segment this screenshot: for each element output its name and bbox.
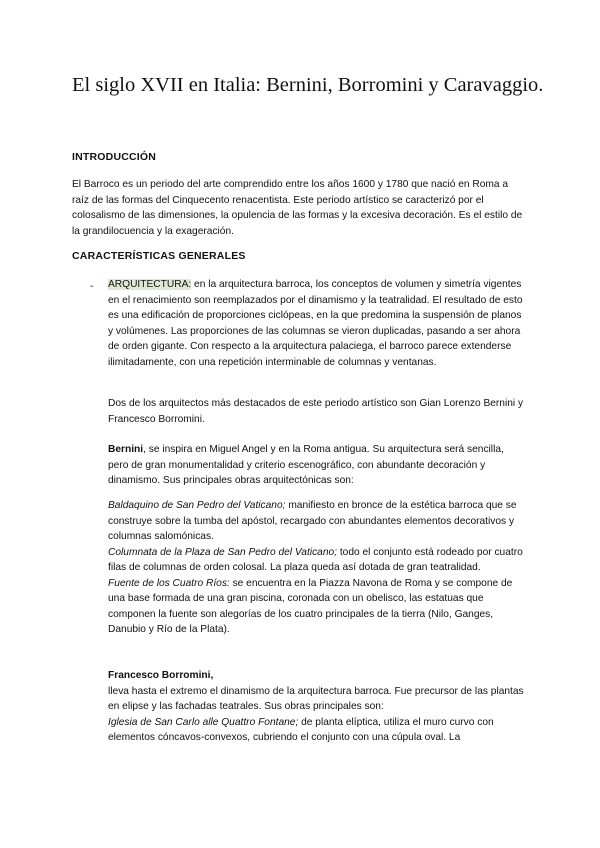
intro-paragraph: El Barroco es un periodo del arte comprendido entre los años 1600 y 1780 que nació en Roma a raíz de las formas del Cinquecento renacentista. Este periodo artístico se caracterizó por el colosalismo de las dimensiones, la opulencia de las formas y la excesiva decoración. Es el estilo de la grandilocuencia y la exageración. [72,179,523,237]
work-title-fuente: Fuente de los Cuatro Ríos: [108,577,230,589]
work-title-san-carlo: Iglesia de San Carlo alle Quattro Fontane; [108,716,299,728]
arquitectura-paragraph [108,277,526,370]
work-desc-baldaquino: manifiesto en bronce de la estética barroca que se construye sobre la tumba del apóstol, recargado con abundantes elementos decorativos y columnas salomónicas. [108,500,517,542]
work-desc-columnata: todo el conjunto está rodeado por cuatro filas de columnas de orden colosal. La plaza queda así dotada de gran teatralidad. [108,546,523,573]
intro-heading: INTRODUCCIÓN [72,151,157,163]
bernini-paragraph [108,442,526,489]
work-desc-fuente: se encuentra en la Piazza Navona de Roma y se compone de una base formada de una gran piscina, coronada con un obelisco, las estatuas que componen la fuente son alegorías de los cuatro principales de la tierra (Nilo, Ganges, Danubio y Río de la Plata). [108,577,513,635]
work-title-baldaquino: Baldaquino de San Pedro del Vaticano; [108,500,286,511]
work-title-columnata: Columnata de la Plaza de San Pedro del Vaticano; [108,546,337,558]
arquitectura-text: en la arquitectura barroca, los conceptos de volumen y simetría vigentes en el renacimiento son reemplazados por el dinamismo y la teatralidad. El resultado de esto es una edificación de proporciones ciclópeas, en la que predomina la suspensión de planos y volúmenes. Las proporciones de las columnas se vieron duplicadas, pasando a ser ahora de orden gigante. Con respecto a la arquitectura palaciega, el barroco parece extenderse ilimitadamente, con una repetición interminable de columnas y ventanas. [108,279,523,368]
borromini-paragraph [108,668,528,746]
borromini-name: Francesco Borromini, [108,670,214,681]
bernini-works [108,498,528,638]
work-desc-san-carlo: de planta elíptica, utiliza el muro curvo con elementos cóncavos-convexos, cubriendo el conjunto con una cúpula oval. La [108,716,494,743]
bernini-name: Bernini [108,444,144,455]
arquitectos-paragraph: Dos de los arquitectos más destacados de este periodo artístico son Gian Lorenzo Bernini y Francesco Borromini. [108,398,524,425]
page-title: El siglo XVII en Italia: Bernini, Borromini y Caravaggio. [72,74,544,96]
borromini-text: lleva hasta el extremo el dinamismo de la arquitectura barroca. Fue precursor de las plantas en elipse y las fachadas teatrales. Sus obras principales son: [108,685,524,712]
arquitectura-label: ARQUITECTURA: [108,279,192,290]
bullet-dash: - [90,281,94,292]
bernini-text: , se inspira en Miguel Angel y en la Roma antigua. Su arquitectura será sencilla, pero de gran monumentalidad y criterio escenográfico, con abundante decoración y dinamismo. Sus principales obras arquitectónicas son: [108,444,504,486]
caracteristicas-heading: CARACTERÍSTICAS GENERALES [72,250,246,262]
